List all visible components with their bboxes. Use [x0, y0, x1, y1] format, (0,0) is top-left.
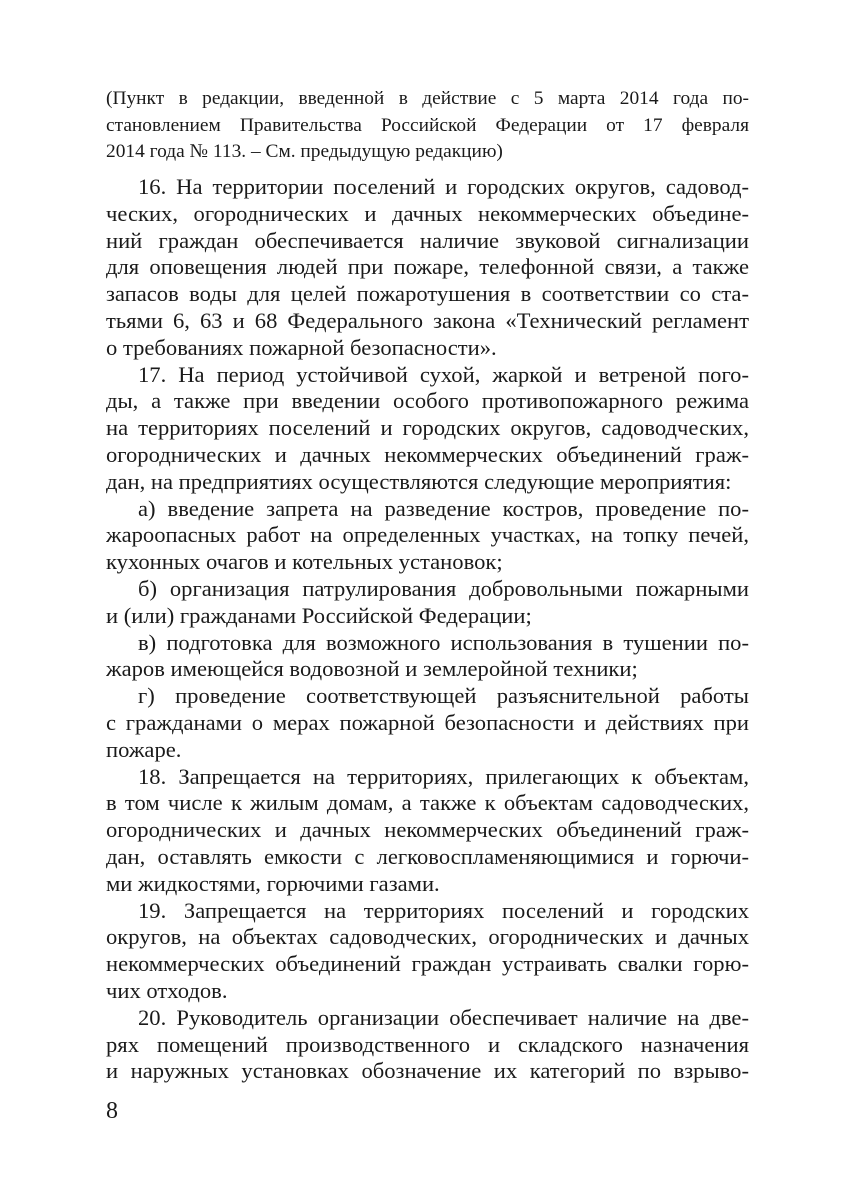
- paragraph-line: ний граждан обеспечивается наличие звуковой сигнализации: [106, 227, 749, 253]
- paragraph-line: жаров имеющейся водовозной и землеройной техники;: [106, 656, 638, 682]
- page-number: 8: [106, 1098, 118, 1124]
- paragraph-line: дан, оставлять емкости с легковоспламеняющимися и горючи-: [106, 843, 749, 869]
- paragraph-line: на территориях поселений и городских округов, садоводческих,: [106, 415, 749, 441]
- paragraph-line: а) введение запрета на разведение костров, проведение по-: [138, 495, 749, 521]
- note-line: 2014 года № 113. – См. предыдущую редакцию): [106, 141, 503, 163]
- note-line: (Пункт в редакции, введенной в действие с 5 марта 2014 года по-: [106, 88, 749, 109]
- paragraph-line: 17. На период устойчивой сухой, жаркой и ветреной пого-: [138, 361, 749, 387]
- paragraph-line: кухонных очагов и котельных установок;: [106, 549, 503, 575]
- paragraph-line: некоммерческих объединений граждан устраивать свалки горю-: [106, 951, 749, 977]
- paragraph-line: жароопасных работ на определенных участках, на топку печей,: [106, 522, 749, 548]
- paragraph-line: и наружных установках обозначение их категорий по взрыво-: [106, 1058, 749, 1084]
- paragraph-line: 16. На территории поселений и городских округов, садовод-: [138, 174, 749, 200]
- note-line: становлением Правительства Российской Федерации от 17 февраля: [106, 114, 749, 136]
- document-page: [106, 86, 749, 1085]
- paragraph-18: [106, 764, 749, 898]
- paragraph-line: для оповещения людей при пожаре, телефонной связи, а также: [106, 254, 749, 280]
- paragraph-line: тьями 6, 63 и 68 Федерального закона «Технический регламент: [106, 308, 749, 334]
- paragraph-line: огороднических и дачных некоммерческих объединений граж-: [106, 817, 749, 843]
- paragraph-line: дан, на предприятиях осуществляются следующие мероприятия:: [106, 468, 732, 494]
- paragraph-line: с гражданами о мерах пожарной безопасности и действиях при: [106, 710, 749, 735]
- paragraph-line: округов, на объектах садоводческих, огороднических и дачных: [106, 924, 749, 950]
- paragraph-line: пожаре.: [106, 736, 182, 762]
- editorial-note: [106, 86, 749, 166]
- paragraph-line: г) проведение соответствующей разъяснительной работы: [138, 683, 749, 709]
- paragraph-line: чих отходов.: [106, 977, 228, 1003]
- paragraph-17-item-g: [106, 683, 749, 763]
- paragraph-20: [106, 1005, 749, 1085]
- paragraph-line: в) подготовка для возможного использования в тушении по-: [138, 629, 749, 655]
- paragraph-line: о требованиях пожарной безопасности».: [106, 334, 497, 360]
- paragraph-line: ми жидкостями, горючими газами.: [106, 870, 440, 896]
- paragraph-17-item-a: [106, 496, 749, 576]
- paragraph-line: 19. Запрещается на территориях поселений и городских: [138, 897, 749, 923]
- paragraph-line: 20. Руководитель организации обеспечивает наличие на две-: [138, 1004, 749, 1030]
- paragraph-line: б) организация патрулирования добровольными пожарными: [138, 576, 749, 602]
- paragraph-line: запасов воды для целей пожаротушения в соответствии со ста-: [106, 281, 749, 307]
- paragraph-line: и (или) гражданами Российской Федерации;: [106, 602, 532, 628]
- paragraph-line: ческих, огороднических и дачных некоммерческих объедине-: [106, 200, 749, 226]
- paragraph-17: [106, 362, 749, 496]
- paragraph-line: в том числе к жилым домам, а также к объектам садоводческих,: [106, 790, 749, 816]
- paragraph-19: [106, 898, 749, 1005]
- paragraph-line: ды, а также при введении особого противопожарного режима: [106, 388, 749, 414]
- paragraph-17-item-v: [106, 630, 749, 684]
- paragraph-line: огороднических и дачных некоммерческих объединений граж-: [106, 442, 749, 468]
- paragraph-16: [106, 174, 749, 362]
- paragraph-line: рях помещений производственного и складского назначения: [106, 1031, 749, 1057]
- paragraph-line: 18. Запрещается на территориях, прилегающих к объектам,: [138, 763, 749, 789]
- paragraph-17-item-b: [106, 576, 749, 630]
